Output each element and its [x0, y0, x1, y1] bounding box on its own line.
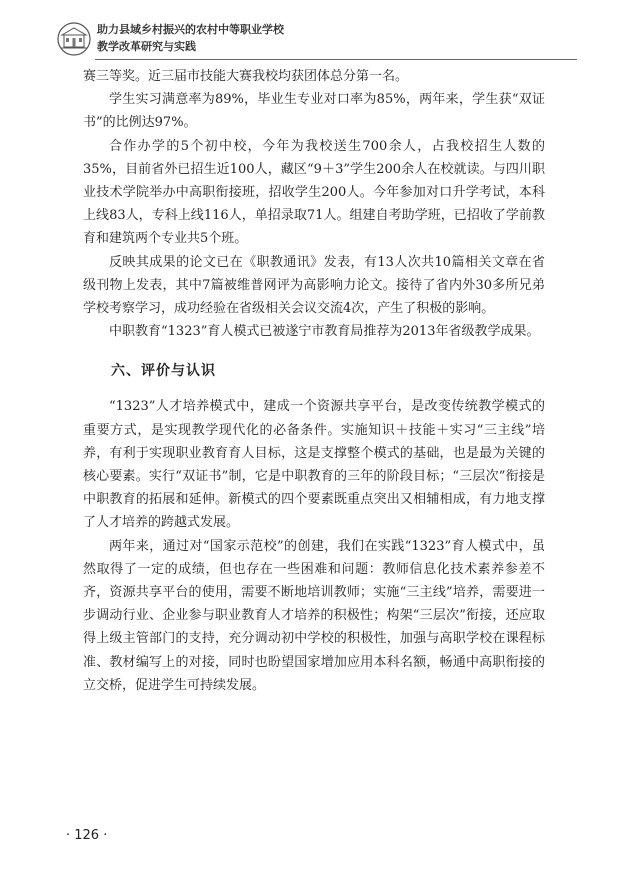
header-title — [97, 21, 284, 55]
paragraph-2: 学生实习满意率为89%，毕业生专业对口率为85%，两年来，学生获“双证书”的比例达97%。 — [83, 92, 545, 131]
section-heading: 六、评价与认识 — [111, 363, 216, 380]
page-body — [83, 65, 545, 697]
paragraph-4: 反映其成果的论文已在《职教通讯》发表，有13人次共10篇相关文章在省级刊物上发表，其中7篇被维普网评为高影响力论文。接待了省内外30多所兄弟学校考察学习，成功经验在省级相关会议交流4次，产生了积极的影响。 — [83, 254, 545, 317]
running-header — [57, 18, 577, 60]
paragraph-5: 中职教育“1323”育人模式已被遂宁市教育局推荐为2013年省级教学成果。 — [109, 324, 540, 340]
school-building-logo-icon — [57, 22, 91, 56]
header-title-line2: 教学改革研究与实践 — [97, 40, 196, 53]
paragraph-1: 赛三等奖。近三届市技能大赛我校均获团体总分第一名。 — [83, 69, 409, 84]
header-divider — [95, 59, 577, 60]
paragraph-7: 两年来，通过对“国家示范校”的创建，我们在实践“1323”育人模式中，虽然取得了一定的成绩，但也存在一些困难和问题：教师信息化技术素养参差不齐，资源共享平台的使用，需要不断地培训教师；实施“三主线”培养，需要进一步调动行业、企业参与职业教育人才培养的积极性；构架“三层次”衔接，还应取得上级主管部门的支持，充分调动初中学校的积极性，加强与高职学校在课程标准、教材编写上的对接，同时也盼望国家增加应用本科名额，畅通中高职衔接的立交桥，促进学生可持续发展。 — [83, 538, 545, 693]
page-number: · 126 · — [66, 828, 108, 843]
paragraph-3: 合作办学的5个初中校，今年为我校送生700余人，占我校招生人数的35%，目前省外已招生近100人，藏区“9＋3”学生200余人在校就读。与四川职业技术学院举办中高职衔接班，招收学生200人。今年参加对口升学考试，本科上线83人，专科上线116人，单招录取71人。组建自考助学班，已招收了学前教育和建筑两个专业共5个班。 — [83, 138, 545, 247]
paragraph-6: “1323”人才培养模式中，建成一个资源共享平台，是改变传统教学模式的重要方式，是实现教学现代化的必备条件。实施知识＋技能＋实习“三主线”培养，有利于实现职业教育育人目标，这是支撑整个模式的基础，也是最为关键的核心要素。实行“双证书”制，它是中职教育的三年的阶段目标；“三层次”衔接是中职教育的拓展和延伸。新模式的四个要素既重点突出又相辅相成，有力地支撑了人才培养的跨越式发展。 — [83, 399, 545, 531]
header-title-line1: 助力县域乡村振兴的农村中等职业学校 — [97, 23, 284, 36]
